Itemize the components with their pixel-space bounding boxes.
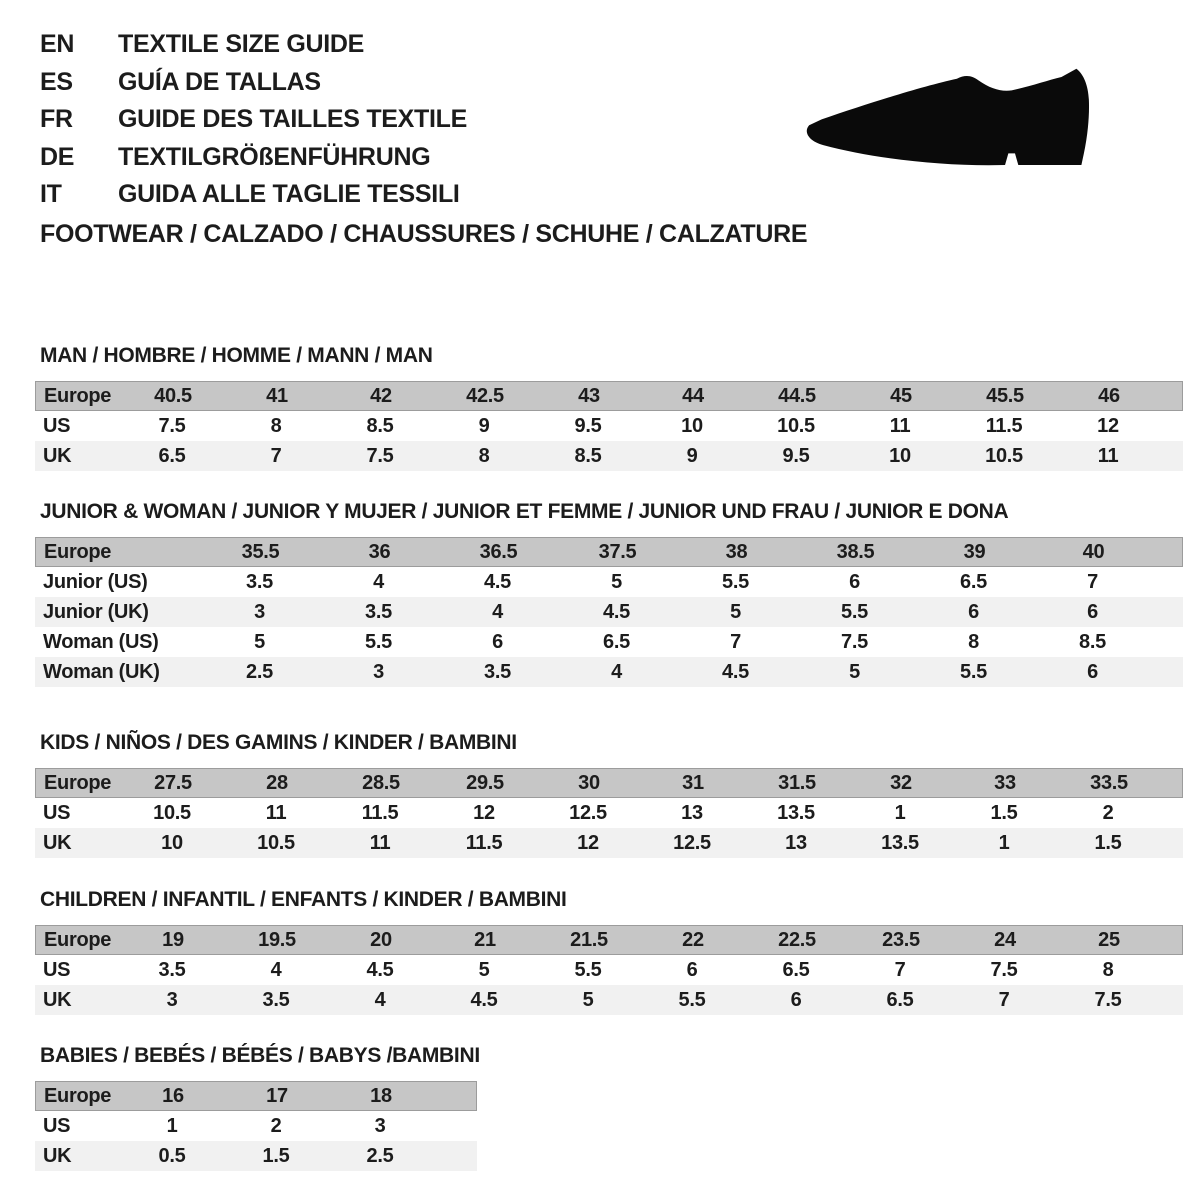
language-row [40, 26, 467, 64]
size-cell: 5 [582, 989, 594, 1011]
size-cell: 1 [998, 832, 1010, 854]
size-cell: 12.5 [569, 802, 607, 824]
size-cell: 5.5 [574, 959, 602, 981]
size-table [35, 381, 1183, 471]
size-cell: 1.5 [990, 802, 1018, 824]
size-cell: 19.5 [258, 929, 296, 951]
size-cell: 28 [266, 772, 288, 794]
section-title: BABIES / BEBÉS / BÉBÉS / BABYS /BAMBINI [40, 1044, 480, 1067]
size-cell: 5.5 [678, 989, 706, 1011]
size-cell: 13 [681, 802, 703, 824]
size-cell: 40.5 [154, 385, 192, 407]
size-cell: 22.5 [778, 929, 816, 951]
row-filler [1152, 657, 1183, 687]
row-filler [432, 1141, 477, 1171]
category-title: FOOTWEAR / CALZADO / CHAUSSURES / SCHUHE / CALZATURE [40, 220, 808, 248]
language-title: GUÍA DE TALLAS [118, 67, 321, 96]
size-cell: 46 [1098, 385, 1120, 407]
size-cell: 25 [1098, 929, 1120, 951]
size-cell: 7.5 [1094, 989, 1122, 1011]
table-row [35, 381, 1183, 411]
size-cell: 12 [473, 802, 495, 824]
size-table-section-junior-woman [35, 500, 1183, 687]
size-cell: 6.5 [782, 959, 810, 981]
size-cell: 1.5 [262, 1145, 290, 1167]
size-cell: 11 [889, 415, 911, 437]
size-cell: 5 [730, 601, 741, 623]
row-filler [1152, 627, 1183, 657]
language-title-block [40, 26, 467, 214]
size-cell: 8.5 [366, 415, 394, 437]
size-cell: 17 [266, 1085, 288, 1107]
language-code: FR [40, 105, 73, 133]
size-cell: 10.5 [153, 802, 191, 824]
language-code: IT [40, 180, 62, 208]
table-row [35, 627, 1183, 657]
row-filler [1160, 798, 1183, 828]
size-cell: 2 [270, 1115, 282, 1137]
size-cell: 13 [785, 832, 807, 854]
size-cell: 11.5 [465, 832, 503, 854]
size-cell: 11.5 [985, 415, 1023, 437]
size-cell: 6.5 [603, 631, 630, 653]
size-cell: 13.5 [777, 802, 815, 824]
row-label: UK [43, 1145, 72, 1167]
size-cell: 10 [161, 832, 183, 854]
row-label: Europe [44, 541, 112, 563]
table-row [35, 657, 1183, 687]
size-cell: 9 [478, 415, 490, 437]
size-cell: 4 [373, 571, 384, 593]
size-cell: 19 [162, 929, 184, 951]
size-cell: 6 [686, 959, 698, 981]
size-cell: 7.5 [841, 631, 868, 653]
size-table-section-kids [35, 731, 1183, 858]
size-cell: 18 [370, 1085, 392, 1107]
row-filler [1160, 411, 1183, 441]
size-cell: 11.5 [361, 802, 399, 824]
size-cell: 10.5 [777, 415, 815, 437]
row-label: Europe [44, 929, 112, 951]
size-cell: 33 [994, 772, 1016, 794]
table-row [35, 925, 1183, 955]
size-cell: 1 [166, 1115, 178, 1137]
size-cell: 23.5 [882, 929, 920, 951]
size-cell: 13.5 [881, 832, 919, 854]
size-cell: 2.5 [246, 661, 273, 683]
size-cell: 38.5 [836, 541, 875, 563]
size-cell: 3.5 [365, 601, 392, 623]
size-cell: 30 [578, 772, 600, 794]
size-cell: 10.5 [257, 832, 295, 854]
size-cell: 41 [266, 385, 288, 407]
size-cell: 6 [1087, 601, 1098, 623]
language-code: ES [40, 67, 73, 96]
size-cell: 33.5 [1090, 772, 1128, 794]
table-row [35, 441, 1183, 471]
size-cell: 35.5 [241, 541, 280, 563]
row-label: Europe [44, 385, 112, 407]
language-title: TEXTILE SIZE GUIDE [118, 30, 365, 58]
row-filler [1160, 955, 1183, 985]
size-cell: 4 [270, 959, 282, 981]
row-label: US [43, 415, 71, 437]
language-title: GUIDE DES TAILLES TEXTILE [118, 105, 468, 133]
section-title: KIDS / NIÑOS / DES GAMINS / KINDER / BAMBINI [40, 731, 517, 754]
size-cell: 5 [611, 571, 622, 593]
row-filler [433, 1082, 476, 1110]
size-cell: 7 [894, 959, 906, 981]
size-cell: 12 [1097, 415, 1119, 437]
size-cell: 2 [1102, 802, 1114, 824]
row-filler [432, 1111, 477, 1141]
size-cell: 8.5 [574, 445, 602, 467]
size-cell: 9.5 [574, 415, 602, 437]
section-title: MAN / HOMBRE / HOMME / MANN / MAN [40, 344, 433, 367]
size-cell: 7.5 [990, 959, 1018, 981]
size-cell: 5 [849, 661, 860, 683]
size-cell: 39 [963, 541, 986, 563]
size-cell: 32 [890, 772, 912, 794]
table-row [35, 1081, 477, 1111]
size-cell: 9.5 [782, 445, 810, 467]
table-row [35, 768, 1183, 798]
size-cell: 5 [478, 959, 490, 981]
size-cell: 8 [1102, 959, 1114, 981]
shoe-icon [795, 48, 1147, 214]
table-row [35, 597, 1183, 627]
table-row [35, 985, 1183, 1015]
size-cell: 11 [265, 802, 287, 824]
row-label: UK [43, 832, 72, 854]
size-cell: 1 [894, 802, 906, 824]
table-row [35, 1111, 477, 1141]
size-table [35, 768, 1183, 858]
size-cell: 1.5 [1094, 832, 1122, 854]
row-label: US [43, 1115, 71, 1137]
size-cell: 37.5 [598, 541, 637, 563]
row-label: Junior (UK) [43, 601, 149, 623]
section-title: JUNIOR & WOMAN / JUNIOR Y MUJER / JUNIOR ET FEMME / JUNIOR UND FRAU / JUNIOR E DONA [40, 500, 1009, 523]
size-cell: 6 [968, 601, 979, 623]
size-cell: 6 [849, 571, 860, 593]
row-filler [1152, 597, 1183, 627]
size-cell: 40 [1082, 541, 1105, 563]
size-cell: 10.5 [985, 445, 1023, 467]
table-row [35, 955, 1183, 985]
size-cell: 2.5 [366, 1145, 394, 1167]
size-cell: 21.5 [570, 929, 608, 951]
size-cell: 5.5 [365, 631, 392, 653]
size-cell: 6.5 [158, 445, 186, 467]
table-row [35, 411, 1183, 441]
size-cell: 24 [994, 929, 1016, 951]
size-cell: 21 [474, 929, 496, 951]
size-cell: 6.5 [886, 989, 914, 1011]
size-cell: 4 [492, 601, 503, 623]
size-cell: 12 [577, 832, 599, 854]
size-cell: 8 [270, 415, 282, 437]
row-filler [1161, 382, 1182, 410]
language-title: GUIDA ALLE TAGLIE TESSILI [118, 180, 460, 208]
row-filler [1153, 538, 1182, 566]
size-cell: 4.5 [366, 959, 394, 981]
size-cell: 44 [682, 385, 704, 407]
size-cell: 36.5 [479, 541, 518, 563]
language-code: DE [40, 142, 75, 171]
row-label: Europe [44, 772, 112, 794]
size-cell: 7 [270, 445, 282, 467]
table-row [35, 1141, 477, 1171]
size-cell: 8 [968, 631, 979, 653]
row-label: Woman (UK) [43, 661, 160, 683]
size-cell: 11 [369, 832, 391, 854]
language-title: TEXTILGRÖßENFÜHRUNG [118, 142, 431, 171]
size-cell: 4.5 [722, 661, 749, 683]
size-cell: 28.5 [362, 772, 400, 794]
size-cell: 6 [1087, 661, 1098, 683]
size-cell: 22 [682, 929, 704, 951]
size-cell: 43 [578, 385, 600, 407]
size-cell: 10 [889, 445, 911, 467]
size-cell: 5.5 [722, 571, 749, 593]
size-cell: 7.5 [158, 415, 186, 437]
size-cell: 8.5 [1079, 631, 1106, 653]
table-row [35, 567, 1183, 597]
size-cell: 45 [890, 385, 912, 407]
size-cell: 8 [478, 445, 490, 467]
size-cell: 4.5 [470, 989, 498, 1011]
size-table [35, 537, 1183, 687]
table-row [35, 537, 1183, 567]
size-cell: 42.5 [466, 385, 504, 407]
language-row [40, 64, 467, 102]
row-filler [1152, 567, 1183, 597]
size-cell: 0.5 [158, 1145, 186, 1167]
language-row [40, 176, 467, 214]
size-table [35, 1081, 477, 1171]
size-cell: 3.5 [246, 571, 273, 593]
row-label: Junior (US) [43, 571, 148, 593]
size-cell: 16 [162, 1085, 184, 1107]
size-cell: 29.5 [466, 772, 504, 794]
row-label: US [43, 959, 71, 981]
size-cell: 38 [725, 541, 748, 563]
size-cell: 5.5 [841, 601, 868, 623]
row-filler [1160, 828, 1183, 858]
size-cell: 4 [611, 661, 622, 683]
table-row [35, 828, 1183, 858]
size-cell: 4.5 [484, 571, 511, 593]
size-cell: 7.5 [366, 445, 394, 467]
size-cell: 3 [374, 1115, 386, 1137]
size-cell: 6.5 [960, 571, 987, 593]
size-cell: 9 [686, 445, 698, 467]
table-row [35, 798, 1183, 828]
size-cell: 3.5 [262, 989, 290, 1011]
size-cell: 4.5 [603, 601, 630, 623]
size-cell: 5.5 [960, 661, 987, 683]
size-cell: 3.5 [158, 959, 186, 981]
row-label: UK [43, 989, 72, 1011]
row-filler [1161, 769, 1182, 797]
size-cell: 20 [370, 929, 392, 951]
row-label: Europe [44, 1085, 112, 1107]
size-cell: 3.5 [484, 661, 511, 683]
size-cell: 44.5 [778, 385, 816, 407]
size-cell: 3 [166, 989, 178, 1011]
size-cell: 5 [254, 631, 265, 653]
row-filler [1160, 441, 1183, 471]
size-cell: 31 [682, 772, 704, 794]
size-cell: 42 [370, 385, 392, 407]
row-filler [1161, 926, 1182, 954]
size-cell: 11 [1097, 445, 1119, 467]
size-cell: 7 [1087, 571, 1098, 593]
section-title: CHILDREN / INFANTIL / ENFANTS / KINDER / BAMBINI [40, 888, 567, 911]
size-table-section-babies [35, 1044, 1183, 1171]
size-cell: 27.5 [154, 772, 192, 794]
size-table-section-children [35, 888, 1183, 1015]
row-filler [1160, 985, 1183, 1015]
size-cell: 3 [373, 661, 384, 683]
size-cell: 36 [368, 541, 391, 563]
row-label: Woman (US) [43, 631, 159, 653]
size-cell: 12.5 [673, 832, 711, 854]
size-table [35, 925, 1183, 1015]
size-cell: 7 [998, 989, 1010, 1011]
language-row [40, 101, 467, 139]
size-cell: 7 [730, 631, 741, 653]
row-label: US [43, 802, 71, 824]
size-cell: 6 [790, 989, 802, 1011]
language-code: EN [40, 30, 75, 58]
size-cell: 10 [681, 415, 703, 437]
size-table-section-man [35, 344, 1183, 471]
language-row [40, 139, 467, 177]
size-cell: 6 [492, 631, 503, 653]
size-cell: 4 [374, 989, 386, 1011]
size-cell: 3 [254, 601, 265, 623]
size-cell: 31.5 [778, 772, 816, 794]
row-label: UK [43, 445, 72, 467]
size-cell: 45.5 [986, 385, 1024, 407]
